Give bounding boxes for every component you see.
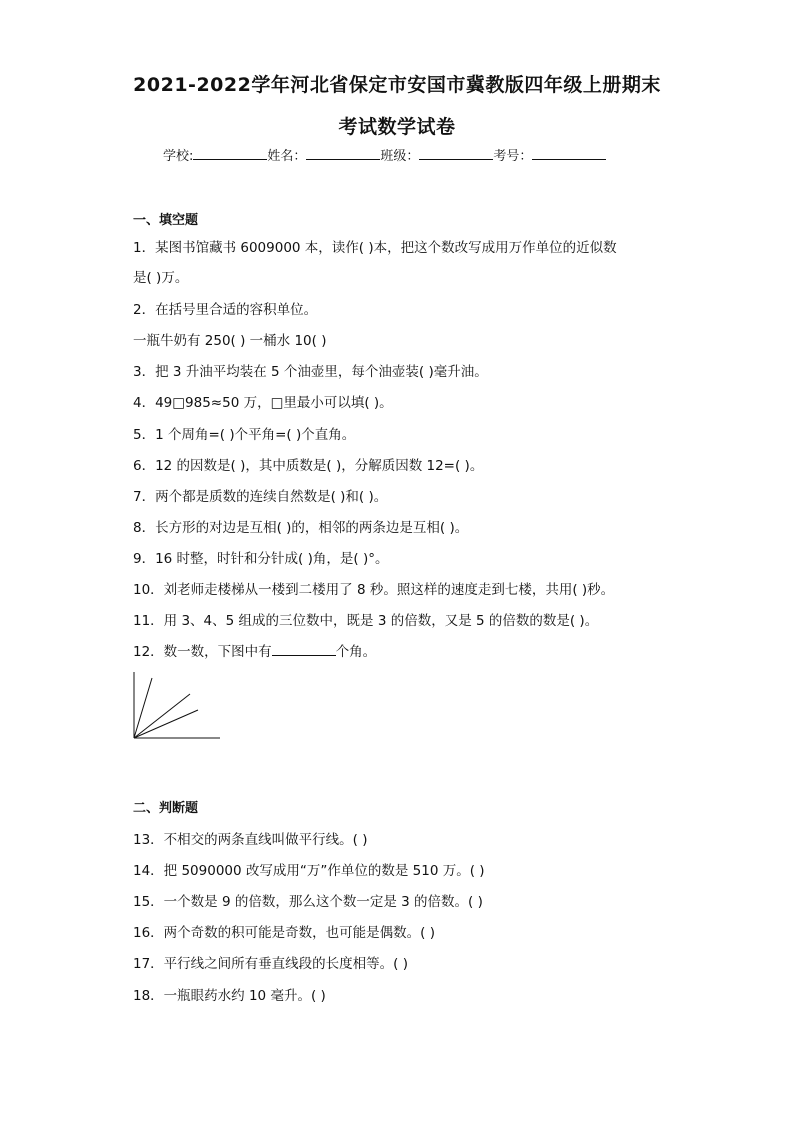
angle-ray-4 — [134, 710, 198, 738]
name-label: 姓名： — [267, 149, 307, 164]
question-16: 16．两个奇数的积可能是奇数，也可能是偶数。( ) — [133, 925, 436, 941]
question-13: 13．不相交的两条直线叫做平行线。( ) — [133, 832, 368, 848]
question-12-prefix: 12．数一数，下图中有 — [133, 644, 272, 660]
question-5: 5．1 个周角=( )个平角=( )个直角。 — [133, 427, 356, 443]
question-12-blank[interactable] — [272, 643, 336, 656]
angle-ray-2 — [134, 678, 152, 738]
student-info-row — [163, 145, 606, 164]
question-7: 7．两个都是质数的连续自然数是( )和( )。 — [133, 489, 388, 505]
section-judgment-heading: 二、判断题 — [133, 801, 199, 816]
question-6: 6．12 的因数是( )，其中质数是( )，分解质因数 12=( )。 — [133, 458, 484, 474]
section-fill-in-heading: 一、填空题 — [133, 213, 199, 228]
question-12-suffix: 个角。 — [335, 644, 377, 660]
exam-title-line1: 2021-2022学年河北省保定市安国市冀教版四年级上册期末 — [133, 74, 661, 96]
question-9: 9．16 时整，时针和分针成( )角，是( )°。 — [133, 551, 389, 567]
question-17: 17．平行线之间所有垂直线段的长度相等。( ) — [133, 956, 409, 972]
name-blank[interactable] — [306, 146, 380, 160]
school-label: 学校: — [163, 149, 194, 164]
question-4: 4．49□985≈50 万，□里最小可以填( )。 — [133, 395, 393, 411]
number-blank[interactable] — [532, 146, 606, 160]
question-12 — [133, 640, 376, 660]
question-1: 1．某图书馆藏书 6009000 本，读作( )本，把这个数改写成用万作单位的近似数 — [133, 240, 617, 256]
exam-title-line2: 考试数学试卷 — [338, 116, 456, 138]
school-blank[interactable] — [193, 146, 267, 160]
question-11: 11．用 3、4、5 组成的三位数中，既是 3 的倍数，又是 5 的倍数的数是( )。 — [133, 613, 599, 629]
angle-figure — [128, 668, 228, 744]
question-2: 2．在括号里合适的容积单位。 — [133, 302, 318, 318]
angle-ray-3 — [134, 694, 190, 738]
question-2-items: 一瓶牛奶有 250( ) 一桶水 10( ) — [133, 333, 327, 349]
question-3: 3．把 3 升油平均装在 5 个油壶里，每个油壶装( )毫升油。 — [133, 364, 488, 380]
question-14: 14．把 5090000 改写成用“万”作单位的数是 510 万。( ) — [133, 863, 485, 879]
question-1-cont: 是( )万。 — [133, 270, 189, 286]
question-10: 10．刘老师走楼梯从一楼到二楼用了 8 秒。照这样的速度走到七楼，共用( )秒。 — [133, 582, 615, 598]
number-label: 考号： — [493, 149, 533, 164]
question-18: 18．一瓶眼药水约 10 毫升。( ) — [133, 988, 326, 1004]
question-8: 8．长方形的对边是互相( )的，相邻的两条边是互相( )。 — [133, 520, 469, 536]
class-label: 班级： — [380, 149, 420, 164]
class-blank[interactable] — [419, 146, 493, 160]
question-15: 15．一个数是 9 的倍数，那么这个数一定是 3 的倍数。( ) — [133, 894, 483, 910]
